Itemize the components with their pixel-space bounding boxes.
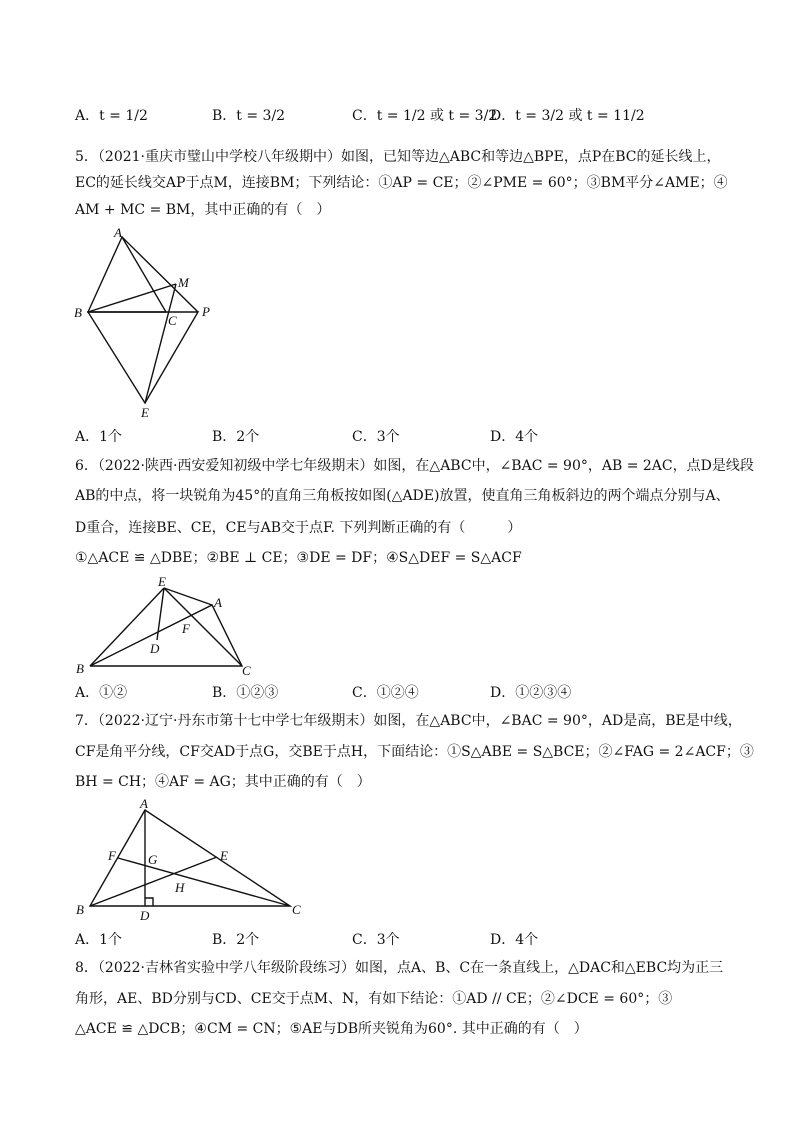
q7-text-line-3: BH = CH；④AF = AG；其中正确的有（ ） (75, 774, 371, 790)
q7-label-f: F (108, 848, 116, 863)
q6-triangle-abc (90, 605, 242, 666)
q5-label-a: A (114, 225, 122, 240)
q8-text-line-3: △ACE ≌ △DCB；④CM = CN；⑤AE与DB所夹锐角为60°. 其中正确的有（ ） (75, 1021, 588, 1037)
q8-text-line-1: 8．（2022·吉林省实验中学八年级阶段练习）如图，点A、B、C在一条直线上，△DAC和△EBC均为正三 (75, 960, 724, 976)
q6-figure (72, 573, 262, 678)
q6-label-c: C (242, 663, 251, 678)
q5-text-line-1: 5．（2021·重庆市璧山中学校八年级期中）如图，已知等边△ABC和等边△BPE，点P在BC的延长线上， (75, 149, 721, 165)
q6-label-f: F (182, 621, 190, 636)
q7-figure (72, 798, 317, 923)
q5-option-a: A．1个 (75, 429, 123, 445)
q6-option-b: B．①②③ (212, 685, 279, 701)
q7-label-d: D (140, 908, 150, 923)
q7-label-g: G (148, 852, 158, 867)
q5-text-line-3: AM + MC = BM，其中正确的有（ ） (75, 202, 331, 218)
q6-option-d: D．①②③④ (490, 685, 572, 701)
q5-label-p: P (202, 304, 210, 319)
q5-text-line-2: EC的延长线交AP于点M，连接BM；下列结论：①AP = CE；②∠PME = 60°；③BM平分∠AME；④ (75, 175, 728, 191)
q5-option-d: D．4个 (490, 429, 539, 445)
q6-text-line-3: D重合，连接BE、CE，CE与AB交于点F. 下列判断正确的有（ ） (75, 520, 522, 536)
q5-label-e: E (141, 405, 149, 420)
q5-triangle-bpe (88, 312, 198, 403)
q6-label-b: B (76, 661, 84, 676)
q7-label-c: C (292, 902, 301, 917)
q8-text-line-2: 角形，AE、BD分别与CD、CE交于点M、N，有如下结论：①AD // CE；②∠DCE = 60°；③ (75, 991, 673, 1007)
q5-option-b: B．2个 (212, 429, 260, 445)
q7-label-e: E (220, 848, 228, 863)
q6-option-a: A．①② (75, 685, 128, 701)
q7-text-line-2: CF是角平分线，CF交AD于点G，交BE于点H，下面结论：①S△ABE = S△BCE；②∠FAG = 2∠ACF；③ (75, 744, 754, 760)
q6-option-c: C．①②④ (352, 685, 419, 701)
q7-label-h: H (175, 880, 185, 895)
q6-text-line-1: 6．（2022·陕西·西安爱知初级中学七年级期末）如图，在△ABC中，∠BAC = 90°，AB = 2AC，点D是线段 (75, 458, 754, 474)
q5-figure (70, 225, 230, 420)
q7-option-c: C．3个 (352, 932, 400, 948)
q6-text-line-2: AB的中点，将一块锐角为45°的直角三角板按如图(△ADE)放置，使直角三角板斜边的两个端点分别与A、 (75, 488, 730, 504)
q7-option-b: B．2个 (212, 932, 260, 948)
q6-segment-ea (164, 588, 212, 605)
q7-label-a: A (140, 798, 148, 811)
q6-segment-ec (164, 588, 242, 666)
q6-text-line-4: ①△ACE ≌ △DBE；②BE ⊥ CE；③DE = DF；④S△DEF = S△ACF (75, 550, 522, 566)
q5-label-m: M (178, 275, 189, 290)
q4-option-d: D．t = 3/2 或 t = 11/2 (490, 108, 645, 124)
q4-option-c: C．t = 1/2 或 t = 3/2 (352, 108, 498, 124)
q7-option-d: D．4个 (490, 932, 539, 948)
q7-bisector-cf (118, 858, 290, 906)
q7-label-b: B (76, 902, 84, 917)
q4-option-b: B．t = 3/2 (212, 108, 286, 124)
q5-triangle-abc (88, 237, 166, 312)
q6-label-e: E (158, 574, 166, 589)
q5-label-b: B (74, 305, 82, 320)
q4-option-a: A．t = 1/2 (75, 108, 148, 124)
q7-right-angle-mark (145, 898, 153, 906)
q6-label-d: D (150, 641, 160, 656)
q7-text-line-1: 7．（2022·辽宁·丹东市第十七中学七年级期末）如图，在△ABC中，∠BAC = 90°，AD是高，BE是中线， (75, 713, 742, 729)
q7-option-a: A．1个 (75, 932, 123, 948)
q6-segment-ed (157, 588, 164, 640)
q5-label-c: C (168, 313, 177, 328)
q5-option-c: C．3个 (352, 429, 400, 445)
q6-label-a: A (214, 595, 222, 610)
